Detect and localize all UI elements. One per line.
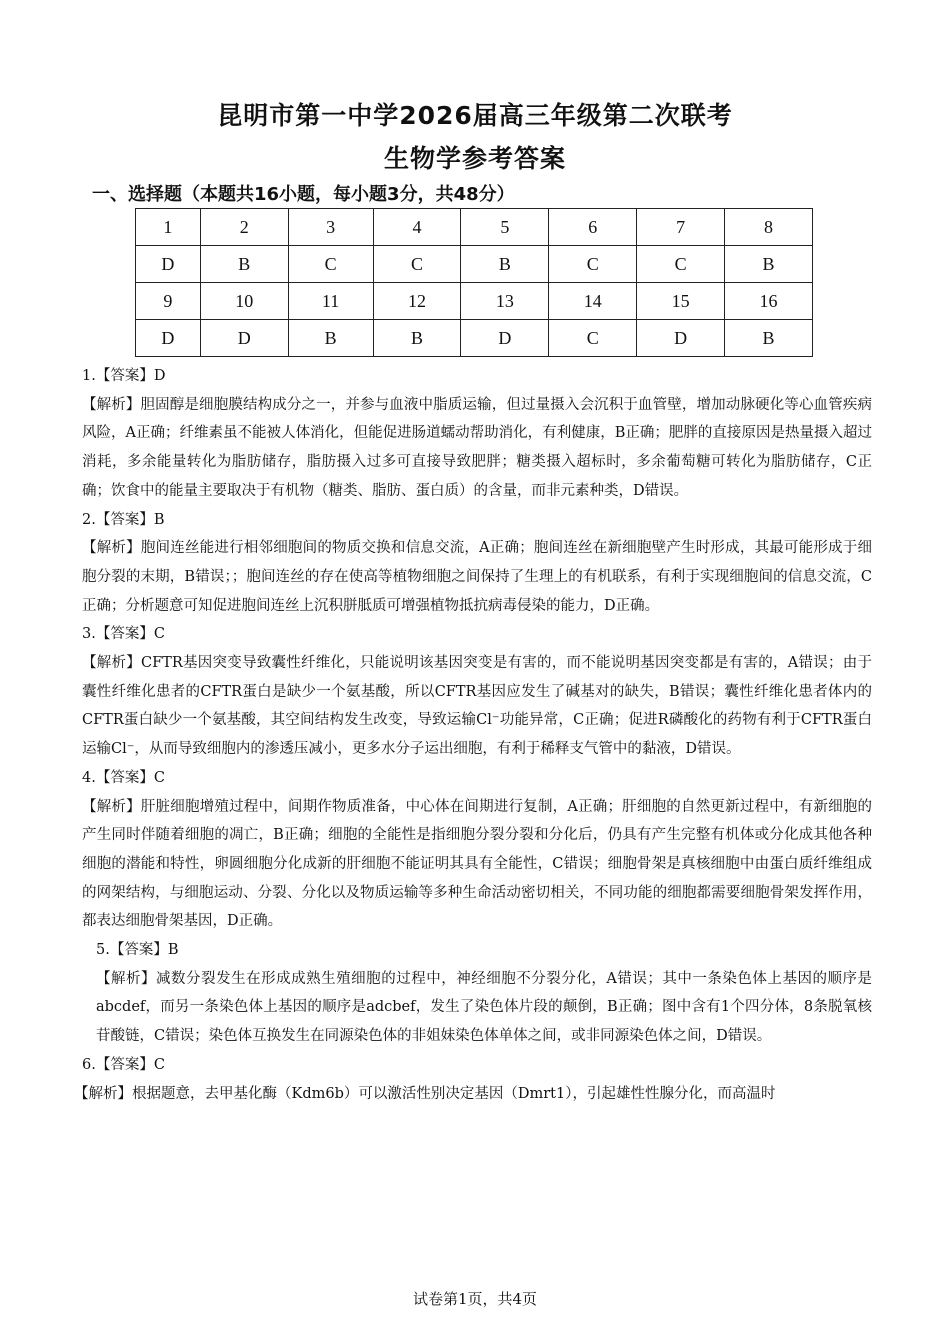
answer-table-row <box>136 246 813 283</box>
answer-line-4: 4.【答案】C <box>82 769 165 786</box>
answer-table-cell: 4 <box>373 209 461 246</box>
page-subtitle: 生物学参考答案 <box>383 144 566 173</box>
answer-table <box>135 208 813 357</box>
page-title: 昆明市第一中学2026届高三年级第二次联考 <box>217 101 733 130</box>
analysis-paragraph-2: 【解析】胞间连丝能进行相邻细胞间的物质交换和信息交流，A正确；胞间连丝在新细胞壁产生时形成，其最可能形成于细胞分裂的末期，B错误；；胞间连丝的存在使高等植物细胞之间保持了生理上的有机联系，有利于实现细胞间的信息交流，C正确；分析题意可知促进胞间连丝上沉积胼胝质可增强植物抵抗病毒侵染的能力，D正确。 <box>82 540 872 614</box>
answer-table-cell: B <box>373 320 461 357</box>
answer-table-cell: D <box>637 320 725 357</box>
answer-table-cell: 10 <box>200 283 288 320</box>
answer-table-cell: D <box>136 320 201 357</box>
analysis-paragraph-1: 【解析】胆固醇是细胞膜结构成分之一，并参与血液中脂质运输，但过量摄入会沉积于血管壁，增加动脉硬化等心血管疾病风险，A正确；纤维素虽不能被人体消化，但能促进肠道蠕动帮助消化，有利健康，B正确；肥胖的直接原因是热量摄入超过消耗，多余能量转化为脂肪储存，脂肪摄入过多可直接导致肥胖；糖类摄入超标时，多余葡萄糖可转化为脂肪储存，C正确；饮食中的能量主要取决于有机物（糖类、脂肪、蛋白质）的含量，而非元素种类，D错误。 <box>82 396 872 499</box>
answer-table-row <box>136 320 813 357</box>
answer-table-cell: C <box>373 246 461 283</box>
answer-line-1: 1.【答案】D <box>82 368 166 384</box>
answer-table-cell: 15 <box>637 283 725 320</box>
analysis-paragraph-6: 【解析】根据题意，去甲基化酶（Kdm6b）可以激活性别决定基因（Dmrt1），引起雄性性腺分化，而高温时 <box>74 1085 776 1102</box>
page-footer: 试卷第1页，共4页 <box>412 1290 538 1308</box>
answer-table-row <box>136 283 813 320</box>
answer-table-cell: C <box>549 320 637 357</box>
answer-table-cell: 14 <box>549 283 637 320</box>
answer-table-cell: 13 <box>461 283 549 320</box>
answer-table-cell: C <box>637 246 725 283</box>
answer-table-cell: 7 <box>637 209 725 246</box>
answer-table-cell: B <box>288 320 373 357</box>
section-heading: 一、选择题（本题共16小题，每小题3分，共48分） <box>92 184 515 205</box>
answer-table-cell: B <box>725 320 813 357</box>
analysis-paragraph-3: 【解析】CFTR基因突变导致囊性纤维化，只能说明该基因突变是有害的，而不能说明基因突变都是有害的，A错误；由于囊性纤维化患者的CFTR蛋白是缺少一个氨基酸，所以CFTR基因应发生了碱基对的缺失，B错误；囊性纤维化患者体内的CFTR蛋白缺少一个氨基酸，其空间结构发生改变，导致运输Cl⁻功能异常，C正确；促进R磷酸化的药物有利于CFTR蛋白运输Cl⁻，从而导致细胞内的渗透压减小，更多水分子运出细胞，有利于稀释支气管中的黏液，D错误。 <box>82 655 872 758</box>
answer-table-cell: D <box>461 320 549 357</box>
answer-table-cell: 11 <box>288 283 373 320</box>
answer-table-cell: 3 <box>288 209 373 246</box>
analysis-paragraph-5 <box>82 965 872 1051</box>
analysis-body <box>74 362 872 1108</box>
answer-line-6: 6.【答案】C <box>82 1056 165 1073</box>
answer-line-5: 5.【答案】B <box>96 942 179 959</box>
answer-line-2: 2.【答案】B <box>82 511 165 528</box>
answer-table-cell: C <box>288 246 373 283</box>
answer-table-cell: B <box>461 246 549 283</box>
answer-table-row <box>136 209 813 246</box>
answer-table-cell: 8 <box>725 209 813 246</box>
answer-table-cell: 5 <box>461 209 549 246</box>
analysis-text-5: 【解析】减数分裂发生在形成成熟生殖细胞的过程中，神经细胞不分裂分化，A错误；其中一条染色体上基因的顺序是abcdef，而另一条染色体上基因的顺序是adcbef，发生了染色体片段的颠倒，B正确；图中含有1个四分体，8条脱氧核苷酸链，C错误；染色体互换发生在同源染色体的非姐妹染色体单体之间，或非同源染色体之间，D错误。 <box>96 970 872 1045</box>
answer-line-3: 3.【答案】C <box>82 626 165 643</box>
answer-table-cell: C <box>549 246 637 283</box>
answer-table-cell: B <box>725 246 813 283</box>
answer-table-cell: D <box>136 246 201 283</box>
answer-table-cell: B <box>200 246 288 283</box>
analysis-paragraph-4: 【解析】肝脏细胞增殖过程中，间期作物质准备，中心体在间期进行复制，A正确；肝细胞的自然更新过程中，有新细胞的产生同时伴随着细胞的凋亡，B正确；细胞的全能性是指细胞分裂分裂和分化后，仍具有产生完整有机体或分化成其他各种细胞的潜能和特性，卵圆细胞分化成新的肝细胞不能证明其具有全能性，C错误；细胞骨架是真核细胞中由蛋白质纤维组成的网架结构，与细胞运动、分裂、分化以及物质运输等多种生命活动密切相关，不同功能的细胞都需要细胞骨架发挥作用，都表达细胞骨架基因，D正确。 <box>82 798 872 930</box>
answer-table-cell: 6 <box>549 209 637 246</box>
answer-table-cell: 12 <box>373 283 461 320</box>
answer-table-cell: D <box>200 320 288 357</box>
answer-table-cell: 16 <box>725 283 813 320</box>
answer-table-cell: 9 <box>136 283 201 320</box>
answer-table-cell: 2 <box>200 209 288 246</box>
answer-table-cell: 1 <box>136 209 201 246</box>
